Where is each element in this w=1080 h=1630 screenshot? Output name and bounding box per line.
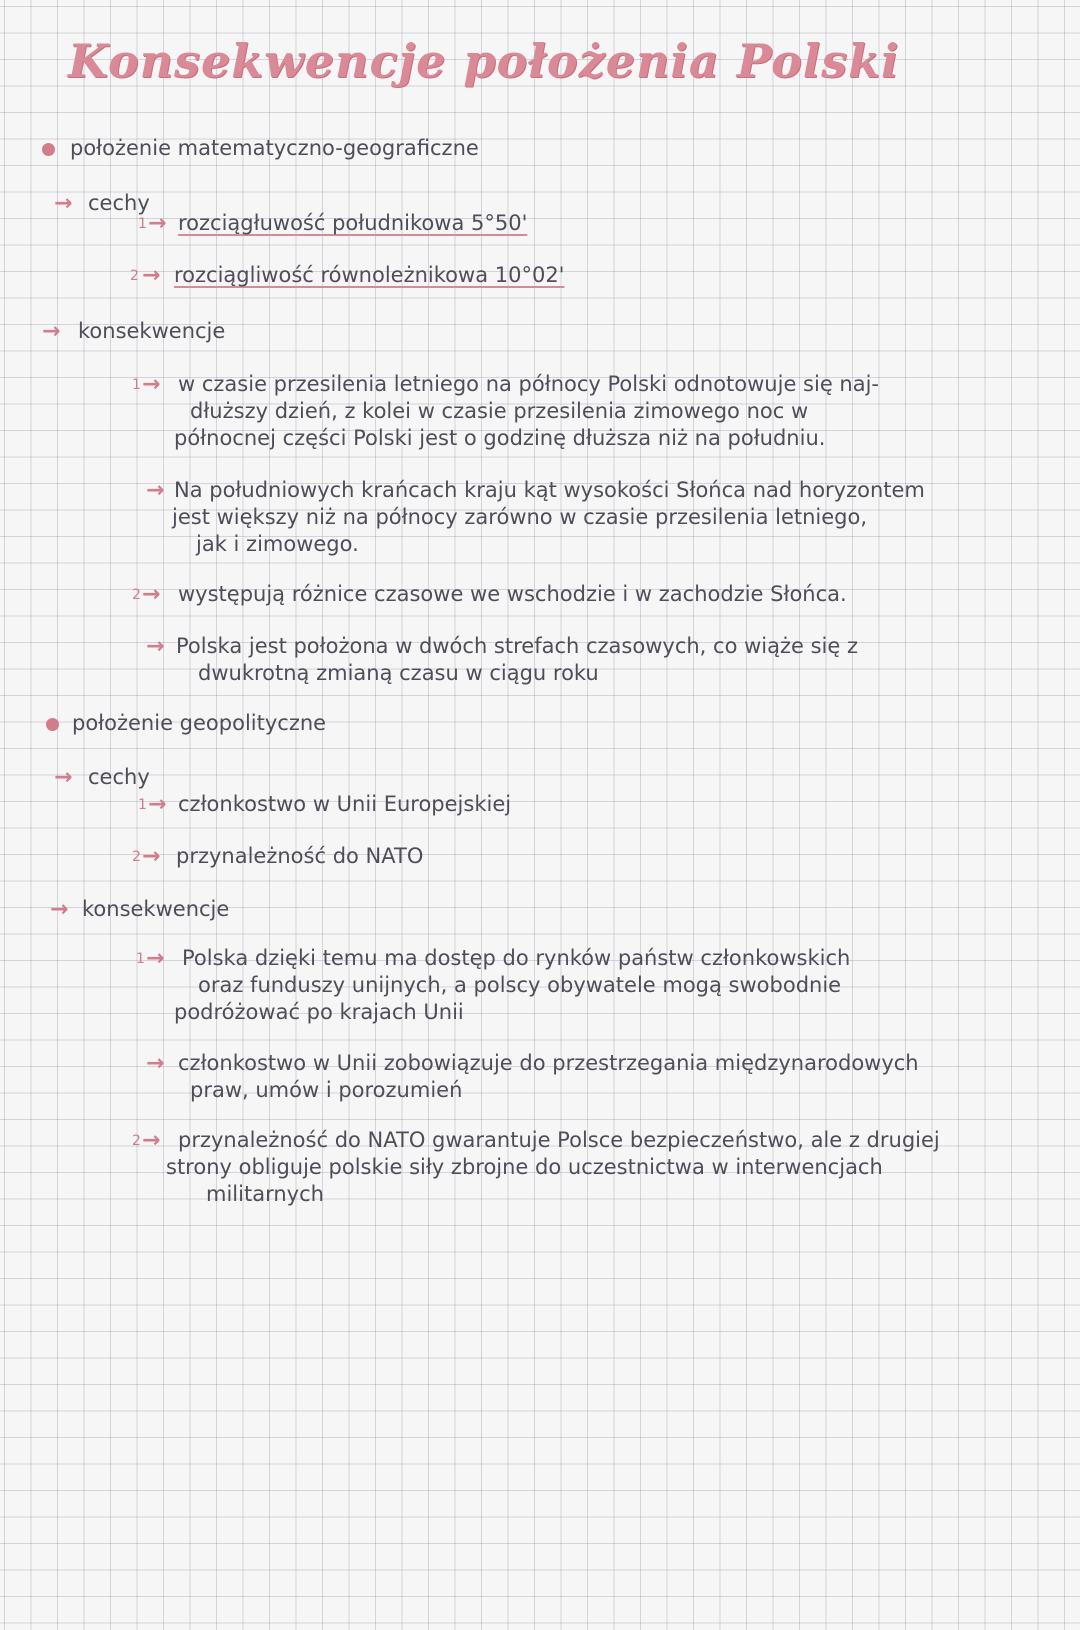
text-line: podróżować po krajach Unii — [174, 1000, 464, 1024]
arrow-icon: → — [50, 897, 69, 922]
item-number: 2 — [132, 849, 141, 865]
section2-konsekwencje-label: konsekwencje — [82, 897, 230, 921]
item-number: 1 — [138, 797, 147, 813]
page-title: Konsekwencje położenia Polski — [68, 34, 900, 88]
arrow-icon: → — [42, 319, 61, 344]
arrow-icon: → — [146, 1051, 165, 1076]
section2-konsekwencja-2 — [166, 1127, 940, 1208]
item-number: 2 — [130, 268, 139, 284]
section2-heading: położenie geopolityczne — [72, 711, 327, 735]
text-line: przynależność do NATO gwarantuje Polsce bezpieczeństwo, ale z drugiej — [178, 1128, 940, 1152]
item-number: 1 — [136, 951, 145, 967]
text-line: strony obliguje polskie siły zbrojne do uczestnictwa w interwencjach — [166, 1155, 883, 1179]
arrow-icon: → — [54, 191, 73, 216]
arrow-icon: → — [146, 946, 165, 971]
section1-konsekwencje-label: konsekwencje — [78, 319, 226, 343]
section2-konsekwencja-1-detail — [178, 1050, 919, 1104]
text-line: oraz funduszy unijnych, a polscy obywatele mogą swobodnie — [198, 973, 842, 997]
arrow-icon: → — [148, 792, 167, 817]
item-number: 2 — [132, 1133, 141, 1149]
section1-konsekwencja-1-detail — [174, 477, 925, 558]
section2-cechy-label: cechy — [88, 765, 150, 789]
text-line: dwukrotną zmianą czasu w ciągu roku — [198, 661, 599, 685]
item-number: 1 — [138, 216, 147, 232]
section1-bullet — [42, 143, 55, 156]
section1-cecha-2: rozciągliwość równoleżnikowa 10°02' — [174, 263, 565, 287]
item-number: 2 — [132, 587, 141, 603]
section1-heading: położenie matematyczno-geograficzne — [70, 136, 479, 160]
section1-cecha-1: rozciągłuwość południkowa 5°50' — [178, 211, 528, 235]
arrow-icon: → — [142, 372, 161, 397]
text-line: Polska dzięki temu ma dostęp do rynków państw członkowskich — [182, 946, 851, 970]
arrow-icon: → — [148, 211, 167, 236]
arrow-icon: → — [146, 634, 165, 659]
section1-konsekwencja-2-detail — [176, 633, 858, 687]
text-line: w czasie przesilenia letniego na północy Polski odnotowuje się naj- — [178, 372, 879, 396]
text-line: członkostwo w Unii zobowiązuje do przestrzegania międzynarodowych — [178, 1051, 919, 1075]
section2-bullet — [46, 718, 59, 731]
text-line: Na południowych krańcach kraju kąt wysokości Słońca nad horyzontem — [174, 478, 925, 502]
arrow-icon: → — [54, 765, 73, 790]
arrow-icon: → — [142, 844, 161, 869]
arrow-icon: → — [146, 478, 165, 503]
section1-konsekwencja-1 — [174, 371, 879, 452]
section2-cecha-2: przynależność do NATO — [176, 844, 424, 868]
section1-cechy-label: cechy — [88, 191, 150, 215]
item-number: 1 — [132, 377, 141, 393]
arrow-icon: → — [142, 1128, 161, 1153]
text-line: militarnych — [206, 1182, 324, 1206]
text-line: północnej części Polski jest o godzinę dłuższa niż na południu. — [174, 426, 826, 450]
text-line: Polska jest położona w dwóch strefach czasowych, co wiąże się z — [176, 634, 858, 658]
text-line: jest większy niż na północy zarówno w czasie przesilenia letniego, — [172, 505, 868, 529]
arrow-icon: → — [142, 582, 161, 607]
text-line: jak i zimowego. — [196, 532, 359, 556]
section1-konsekwencja-2: występują różnice czasowe we wschodzie i w zachodzie Słońca. — [178, 582, 847, 606]
section2-cecha-1: członkostwo w Unii Europejskiej — [178, 792, 512, 816]
arrow-icon: → — [142, 263, 161, 288]
section2-konsekwencja-1 — [174, 945, 851, 1026]
text-line: praw, umów i porozumień — [190, 1078, 463, 1102]
text-line: dłuższy dzień, z kolei w czasie przesilenia zimowego noc w — [190, 399, 809, 423]
